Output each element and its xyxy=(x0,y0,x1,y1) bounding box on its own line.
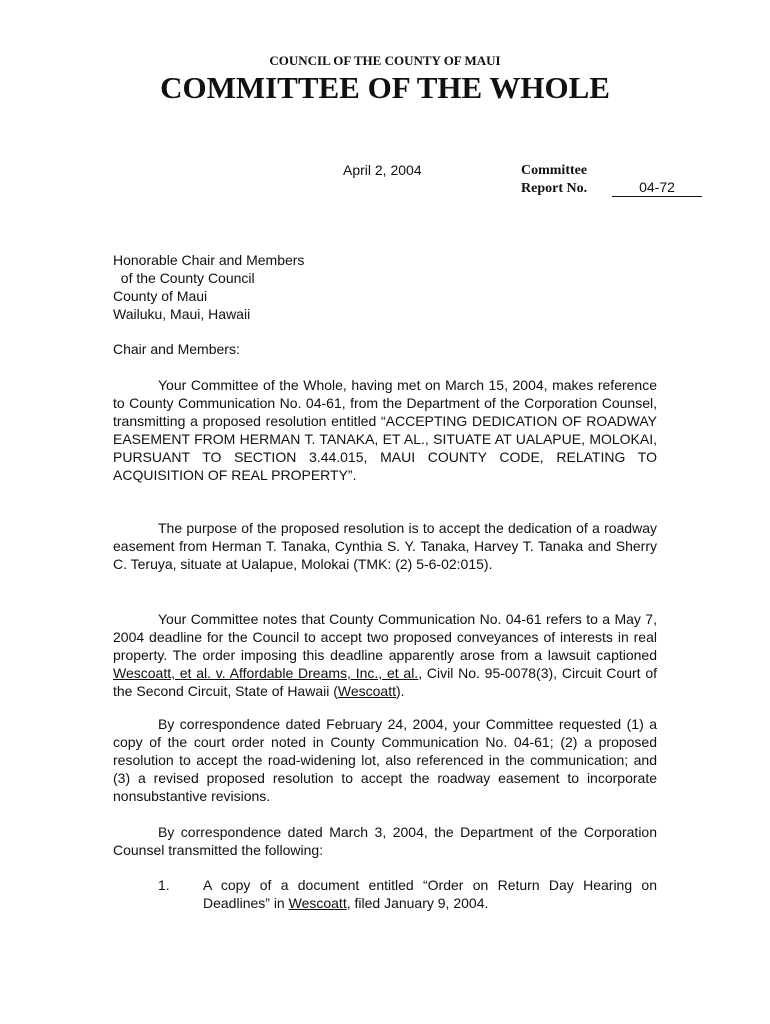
list-item-text xyxy=(203,876,657,912)
paragraph-3-text: , Civil No. 95-0078(3), Circuit Court of the Second Circuit, State of Hawaii ( xyxy=(113,665,657,699)
paragraph-5: By correspondence dated March 3, 2004, the Department of the Corporation Counsel transmitted the following: xyxy=(113,824,657,858)
committee-title: COMMITTEE OF THE WHOLE xyxy=(160,70,610,105)
list-item-text-part: A copy of a document entitled “Order on Return Day Hearing on Deadlines” in xyxy=(203,877,657,911)
paragraph-3-text: ). xyxy=(396,683,405,699)
paragraph-1: Your Committee of the Whole, having met on March 15, 2004, makes reference to County Communication No. 04-61, from the Department of the Corporation Counsel, transmitting a proposed resolution entitled “ACCEPTING DEDICATION OF ROADWAY EASEMENT FROM HERMAN T. TANAKA, ET AL., SITUATE AT UALAPUE, MOLOKAI, PURSUANT TO SECTION 3.44.015, MAUI COUNTY CODE, RELATING TO ACQUISITION OF REAL PROPERTY”. xyxy=(113,377,657,483)
report-label xyxy=(521,162,587,198)
address-line: County of Maui xyxy=(113,288,208,304)
paragraph-3 xyxy=(113,610,657,700)
address-line: Wailuku, Maui, Hawaii xyxy=(113,306,251,322)
report-date: April 2, 2004 xyxy=(343,162,422,178)
case-caption: Wescoatt, et al. v. Affordable Dreams, Inc., et al. xyxy=(113,665,419,681)
address-line: Honorable Chair and Members xyxy=(113,252,305,268)
council-heading: COUNCIL OF THE COUNTY OF MAUI xyxy=(269,53,501,68)
case-short-name: Wescoatt xyxy=(337,683,396,699)
salutation: Chair and Members: xyxy=(113,341,240,357)
address-line: of the County Council xyxy=(113,270,255,286)
report-number: 04-72 xyxy=(612,179,702,197)
paragraph-4: By correspondence dated February 24, 2004, your Committee requested (1) a copy of the court order noted in County Communication No. 04-61; (2) a proposed resolution to accept the road-widening lot, also referenced in the communication; and (3) a revised proposed resolution to accept the roadway easement to incorporate nonsubstantive revisions. xyxy=(113,716,657,804)
paragraph-3-text: Your Committee notes that County Communication No. 04-61 refers to a May 7, 2004 deadline for the Council to accept two proposed conveyances of interests in real property. The order imposing this deadline apparently arose from a lawsuit captioned xyxy=(113,611,657,663)
address-block xyxy=(113,251,304,323)
report-label-line2: Report No. xyxy=(521,181,588,196)
report-label-line1: Committee xyxy=(521,163,588,178)
paragraph-2: The purpose of the proposed resolution is to accept the dedication of a roadway easement from Herman T. Tanaka, Cynthia S. Y. Tanaka, Harvey T. Tanaka and Sherry C. Teruya, situate at Ualapue, Molokai (TMK: (2) 5-6-02:015). xyxy=(113,520,657,572)
case-short-name: Wescoatt xyxy=(288,895,347,911)
list-item-number: 1. xyxy=(158,877,170,893)
list-item xyxy=(113,876,657,912)
list-item-text-part: , filed January 9, 2004. xyxy=(346,895,489,911)
